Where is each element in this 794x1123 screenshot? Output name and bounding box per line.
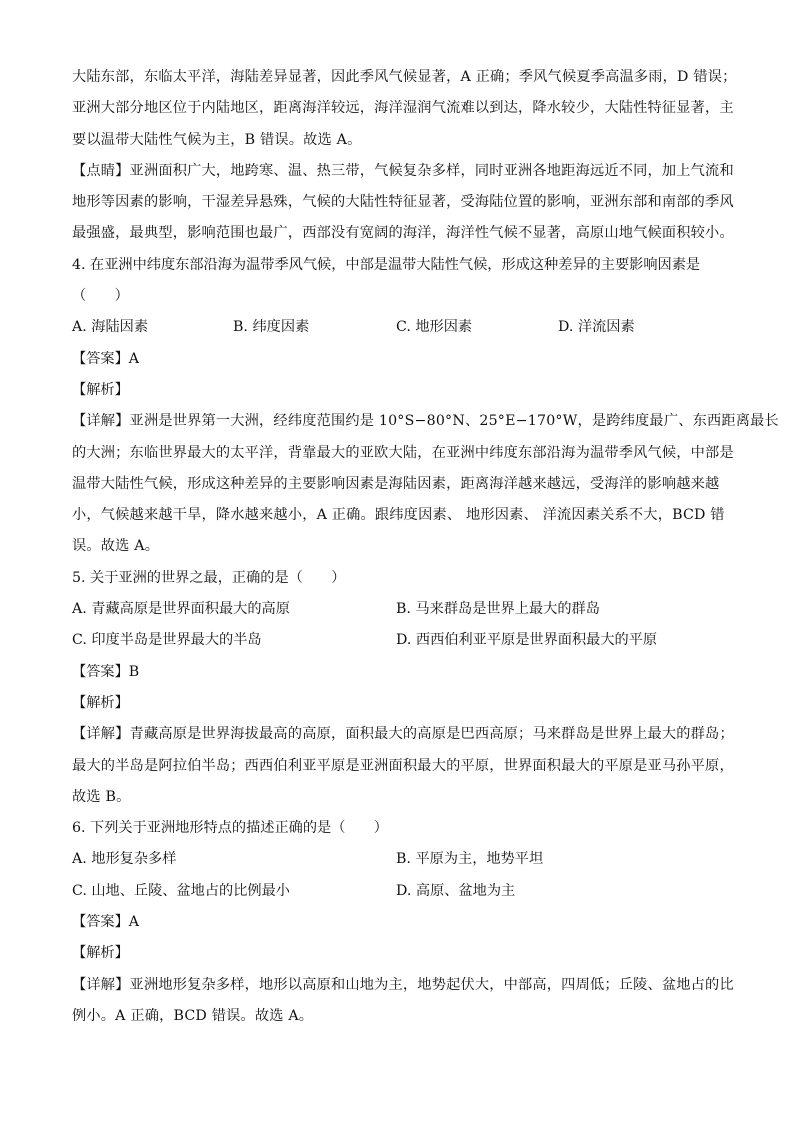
options-row (72, 594, 724, 625)
text-line: 大陆东部，东临太平洋，海陆差异显著，因此季风气候显著，A 正确；季风气候夏季高温多雨，D 错误； (72, 69, 737, 85)
option-a: A. 海陆因素 (72, 319, 149, 336)
document-page (72, 62, 779, 1032)
text-line: 故选 B。 (72, 788, 131, 805)
text-line: 的大洲；东临世界最大的太平洋，背靠最大的亚欧大陆，在亚洲中纬度东部沿海为温带季风气候，中部是 (72, 444, 734, 461)
text-line: 【详解】亚洲是世界第一大洲，经纬度范围约是 10°S−80°N、25°E−170°W，是跨纬度最广、东西距离最长 (72, 413, 779, 430)
detail-explanation (72, 719, 734, 813)
analysis-label: 【解析】 (72, 694, 129, 711)
option-a: A. 地形复杂多样 (72, 851, 177, 868)
text-line: 误。故选 A。 (72, 538, 160, 555)
option-c: C. 山地、丘陵、盆地占的比例最小 (72, 882, 290, 899)
dianjing-note (72, 156, 734, 250)
text-line: 例小。A 正确，BCD 错误。故选 A。 (72, 1007, 314, 1024)
option-b: B. 纬度因素 (233, 319, 310, 336)
text-line: 地形等因素的影响，干湿差异悬殊，气候的大陆性特征显著，受海陆位置的影响，亚洲东部和南部的季风 (72, 194, 734, 211)
previous-explanation (72, 62, 737, 156)
question-stem-blank: （ ） (72, 288, 129, 305)
answer-label: 【答案】A (72, 350, 139, 367)
question-5 (72, 563, 734, 813)
question-stem: 5. 关于亚洲的世界之最，正确的是（ ） (72, 569, 346, 586)
text-line: 温带大陆性气候，形成这种差异的主要影响因素是海陆因素，距离海洋越来越远，受海洋的影响越来越 (72, 475, 720, 492)
text-line: 亚洲大部分地区位于内陆地区，距离海洋较远，海洋湿润气流难以到达，降水较少，大陆性特征显著，主 (72, 100, 734, 117)
analysis-label: 【解析】 (72, 945, 129, 962)
options-row (72, 625, 724, 656)
question-6 (72, 813, 734, 1032)
option-c: C. 地形因素 (396, 319, 473, 336)
option-b: B. 马来群岛是世界上最大的群岛 (396, 601, 600, 618)
answer-label: 【答案】A (72, 914, 139, 931)
options-row (72, 876, 724, 907)
options-row (72, 844, 724, 875)
text-line: 【详解】青藏高原是世界海拔最高的高原，面积最大的高原是巴西高原；马来群岛是世界上最大的群岛； (72, 726, 734, 743)
option-b: B. 平原为主，地势平坦 (396, 851, 544, 868)
text-line: 小，气候越来越干旱，降水越来越小，A 正确。跟纬度因素、 地形因素、 洋流因素关系不大，BCD 错 (72, 507, 725, 524)
question-stem: 4. 在亚洲中纬度东部沿海为温带季风气候，中部是温带大陆性气候，形成这种差异的主要影响因素是 (72, 256, 701, 273)
text-line: 最大的半岛是阿拉伯半岛；西西伯利亚平原是亚洲面积最大的平原，世界面积最大的平原是亚马孙平原， (72, 757, 734, 774)
text-line: 最强盛，最典型，影响范围也最广，西部没有宽阔的海洋，海洋性气候不显著，高原山地气候面积较小。 (72, 225, 734, 242)
option-d: D. 西西伯利亚平原是世界面积最大的平原 (396, 632, 658, 649)
option-a: A. 青藏高原是世界面积最大的高原 (72, 601, 290, 618)
analysis-label: 【解析】 (72, 381, 129, 398)
question-stem: 6. 下列关于亚洲地形特点的描述正确的是（ ） (72, 820, 388, 837)
detail-explanation (72, 970, 734, 1033)
text-line: 【详解】亚洲地形复杂多样，地形以高原和山地为主，地势起伏大，中部高，四周低；丘陵、盆地占的比 (72, 976, 734, 993)
answer-label: 【答案】B (72, 663, 140, 680)
text-line: 要以温带大陆性气候为主，B 错误。故选 A。 (72, 131, 362, 148)
option-d: D. 洋流因素 (558, 319, 635, 336)
options-row (72, 312, 724, 343)
detail-explanation (72, 406, 779, 562)
text-line: 【点睛】亚洲面积广大，地跨寒、温、热三带，气候复杂多样，同时亚洲各地距海远近不同，加上气流和 (72, 162, 734, 179)
question-4 (72, 250, 779, 563)
option-c: C. 印度半岛是世界最大的半岛 (72, 632, 262, 649)
option-d: D. 高原、盆地为主 (396, 882, 516, 899)
